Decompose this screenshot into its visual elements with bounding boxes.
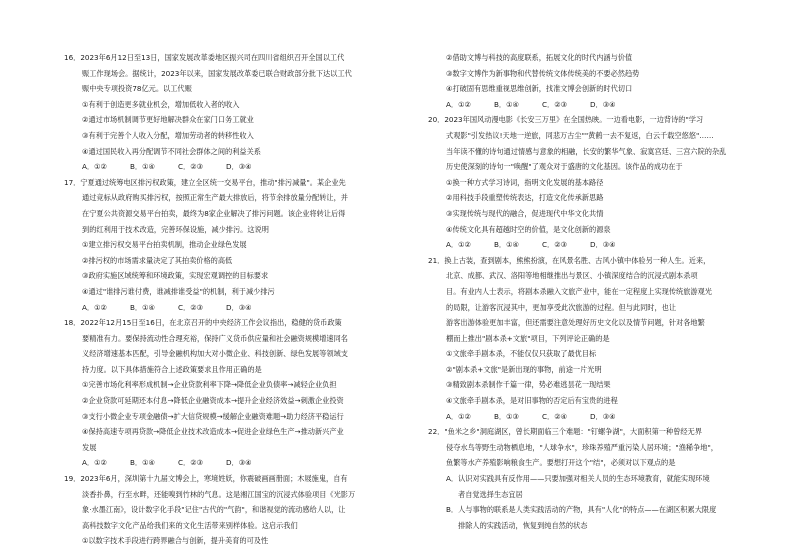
question-20-item: ④传统文化具有超越时空的价值，是文化创新的源泉 <box>446 224 611 234</box>
option-d: D．③④ <box>226 458 252 468</box>
option-a: A．①② <box>446 99 471 109</box>
left-column <box>64 50 432 549</box>
question-19-line: 高科技数字文化产品给我们来的文化生活带来别样体验。这启示我们 <box>82 520 298 530</box>
question-20-item: ②用科技手段重塑传统表达，打造文化传承新思路 <box>446 193 604 203</box>
question-18-options <box>64 455 432 471</box>
question-18-item: ②企业贷款可延期还本付息→降低企业融资成本→提升企业经济效益→刺激企业投资 <box>82 396 344 406</box>
question-21-line: 目。有业内人士表示，将剧本杀融入文旅产业中，能在一定程度上实现传统旅游观光 <box>446 286 712 296</box>
question-21-line: 北京、成都、武汉、洛阳等地相继推出与景区、小镇深度结合的沉浸式剧本杀项 <box>446 271 698 281</box>
option-a: A．①② <box>82 162 107 172</box>
question-22-line: 鱼繁等水产养殖影响粮食生产。要想打开这个"结"，必须对以下观点的是 <box>446 458 676 468</box>
option-a: A．①② <box>82 302 107 312</box>
question-19-item: ④打破固有思维重视思维创新，找准文博会创新的时代切口 <box>446 84 633 94</box>
option-b: B．①④ <box>494 240 520 250</box>
question-18-line: 18．2022年12月15日至16日，在北京召开的中央经济工作会议指出，稳健的货币政策 <box>64 318 342 328</box>
question-17-options <box>64 300 432 316</box>
question-17-line: 在宁夏公共资源交易平台拍卖，最终为8家企业解决了排污问题。该企业将转让后得 <box>82 208 346 218</box>
option-c: C．②③ <box>178 302 204 312</box>
question-20-options <box>428 237 794 253</box>
option-b: B．①③ <box>494 411 520 421</box>
question-17 <box>64 175 432 315</box>
question-18-line: 义经济增速基本匹配，引导金融机构加大对小微企业、科技创新、绿色发展等领域支 <box>82 349 348 359</box>
question-19-options <box>428 97 794 113</box>
question-22-line: 侵夺水鸟等野生动物栖息地，"人球争水"，珍珠养殖严重污染人居环境；"渔稀争地"， <box>446 442 718 452</box>
question-22-line: 22．"鱼米之乡"洞庭湖区，曾长期面临三个难题："钉螺争湖"，大面积第一种曾经无界 <box>428 427 702 437</box>
question-16-line: 16．2023年6月12日至13日，国家发展改革委地区振兴司在四川省组织召开全国以工代 <box>64 53 345 62</box>
option-d: D．③④ <box>226 162 252 172</box>
question-19-item: ③数字文博作为新事物和代替传统文体传统美的不要必然趋势 <box>446 68 640 78</box>
option-c: C．②③ <box>542 99 568 109</box>
question-20-item: ①换一种方式学习诗词，指明文化发展的基本路径 <box>446 177 604 187</box>
option-c: C．②③ <box>542 240 568 250</box>
question-18-item: 发展 <box>82 442 97 452</box>
question-21-item: ②"剧本杀+文旅"是新出现的事物，前途一片光明 <box>446 364 602 374</box>
option-a: A．①② <box>446 411 471 421</box>
question-20-line: 当年读不懂的诗句通过情感与意象的相融，长安的繁华气象、寂寞宫廷、三宫六院的杂乱 <box>446 146 727 156</box>
option-a: A．①② <box>446 240 471 250</box>
question-18 <box>64 315 432 471</box>
question-20-line: 20．2023年国风动漫电影《长安三万里》在全国热映。一边看电影，一边背诗的"学习 <box>428 115 704 125</box>
option-b: B．①④ <box>130 162 156 172</box>
question-16-line: 赈中央专项投资78亿元。以工代赈 <box>82 84 192 94</box>
question-18-item: ④保持高速专项再贷款→降低企业技术改造成本→促进企业绿色生产→推动新兴产业 <box>82 427 344 437</box>
question-21-item: ①文旅牵手剧本杀，不能仅仅只获取了最优目标 <box>446 349 597 359</box>
question-17-item: ②排污权的市场需求量决定了其拍卖价格的高低 <box>82 255 233 265</box>
question-19-continued <box>428 50 794 112</box>
question-19-item: ①以数字技术手段进行跨界融合与创新，提升美育的可及性 <box>82 536 269 546</box>
question-16-line: 赈工作现场会。据统计，2023年以来，国家发展改革委已联合财政部分批下达以工代 <box>82 68 352 78</box>
question-22-option-a-cont: 者自觉选择生态宜居 <box>458 489 523 499</box>
question-22-option-b-cont: 排除人的实践活动，恢复到纯自然的状态 <box>458 520 588 530</box>
question-21-line: 棚而上推出"剧本杀+文旅"项目，下列评论正确的是 <box>446 333 610 343</box>
question-20-line: 式观影"引发热议!天地一逆旅，同悲万古尘""黄鹤一去不复返，白云千载空悠悠"…… <box>446 130 714 140</box>
question-22-option-a: A．认识对实践具有反作用——只要加强对相关人员的生态环境教育，就能实现环境 <box>446 474 710 484</box>
question-17-line: 17．宁夏通过统筹电区排污权政策，建立全区统一交易平台，推动"排污减量"。某企业先 <box>64 177 346 187</box>
option-d: D．③④ <box>590 99 616 109</box>
question-19 <box>64 471 432 549</box>
question-19-item: ②借助文博与科技的高度联系，拓展文化的时代内涵与价值 <box>446 53 633 62</box>
question-21-line: 游客出游体验更加丰富，但还需要注意处理好历史文化以及情节问题，针对各地繁 <box>446 318 705 328</box>
option-d: D．③④ <box>226 302 252 312</box>
option-b: B．①④ <box>130 302 156 312</box>
option-a: A．①② <box>82 458 107 468</box>
question-17-item: ①建立排污权交易平台拍卖机制，推动企业绿色发展 <box>82 240 247 250</box>
question-22-option-b: B．人与事物的联系是人类实践活动的产物，具有"人化"的特点——在湖区积累大限度 <box>446 505 717 515</box>
option-c: C．②③ <box>178 458 204 468</box>
question-20-line: 历史使深刻的诗句一"唤醒"了观众对于盛唐的文化基因。该作品的成功在于 <box>446 162 683 172</box>
question-17-item: ④通过"谁排污谁付费，谁减排谁受益"的机制，利于减少排污 <box>82 286 275 296</box>
question-18-line: 要精准有力。要保持流动性合理充裕，保持广义货币供应量和社会融资规模增速同名 <box>82 333 348 343</box>
question-19-line: 淡香扑鼻，行至水畔，还能嗅到竹林的气息。这是湘江国宝的沉浸式体验项目《光影万 <box>82 489 356 499</box>
option-c: C．②③ <box>178 162 204 172</box>
question-21-line: 21．换上古装，查到剧本，熊熊扮演，在风景名胜、古风小镇中体验另一种人生。近来， <box>428 255 711 265</box>
question-18-item: ③支行小微企业专项金融债→扩大信贷规模→缓解企业融资难题→助力经济平稳运行 <box>82 411 344 421</box>
question-19-line: 象·水墨江南》，设计数字化手段"记住"古代的"气韵"，和谐视觉的流动感给人以，让 <box>82 505 346 515</box>
question-19-line: 19．2023年6月，深圳第十九届文博会上，寒境姓妖，你震破画画册面；木屐施鬼，自有 <box>64 474 348 484</box>
question-18-item: ①完善市场化利率形成机制→企业贷款利率下降→降低企业负债率→减轻企业负担 <box>82 380 337 390</box>
question-21 <box>428 253 794 425</box>
question-17-line: 到的红利用于技术改造，完善环保设施，减少排污。这说明 <box>82 224 269 234</box>
question-17-line: 通过竞标从政府购买排污权，按照正常生产最大排放后，将节余排放量分配转让，并 <box>82 193 348 203</box>
question-20-item: ③实现传统与现代的融合，促进现代中华文化共情 <box>446 208 604 218</box>
question-16-item: ③有利于完善个人收入分配，增加劳动者的转移性收入 <box>82 130 254 140</box>
option-b: B．①④ <box>494 99 520 109</box>
option-d: D．③④ <box>590 411 616 421</box>
question-16-item: ②通过市场机制调节更好地解决群众在家门口务工就业 <box>82 115 254 125</box>
option-c: C．②④ <box>542 411 568 421</box>
question-20 <box>428 112 794 252</box>
question-17-item: ③政府实施区域统筹和环境政策，实现宏观调控的目标要求 <box>82 271 269 281</box>
question-16-item: ④通过国民收入再分配调节不同社会群体之间的利益关系 <box>82 146 261 156</box>
question-21-options <box>428 409 794 425</box>
option-d: D．③④ <box>590 240 616 250</box>
question-16-options <box>64 159 432 175</box>
option-b: B．①④ <box>130 458 156 468</box>
question-16-item: ①有利于创造更多就业机会，增加低收入者的收入 <box>82 99 240 109</box>
question-21-item: ④文旅牵手剧本杀，是对旧事物的否定后有宝贵的进程 <box>446 396 618 406</box>
question-18-line: 持力度。以下具体措施符合上述政策要求且作用正确的是 <box>82 364 262 374</box>
question-21-item: ③精致剧本杀制作千篇一律，势必难逃昙花一现结果 <box>446 380 611 390</box>
right-column <box>428 50 794 533</box>
question-16 <box>64 50 432 175</box>
question-22 <box>428 424 794 533</box>
question-21-line: 的局限，让游客沉浸其中，更加享受此次旅游的过程。但与此同时，也让 <box>446 302 677 312</box>
